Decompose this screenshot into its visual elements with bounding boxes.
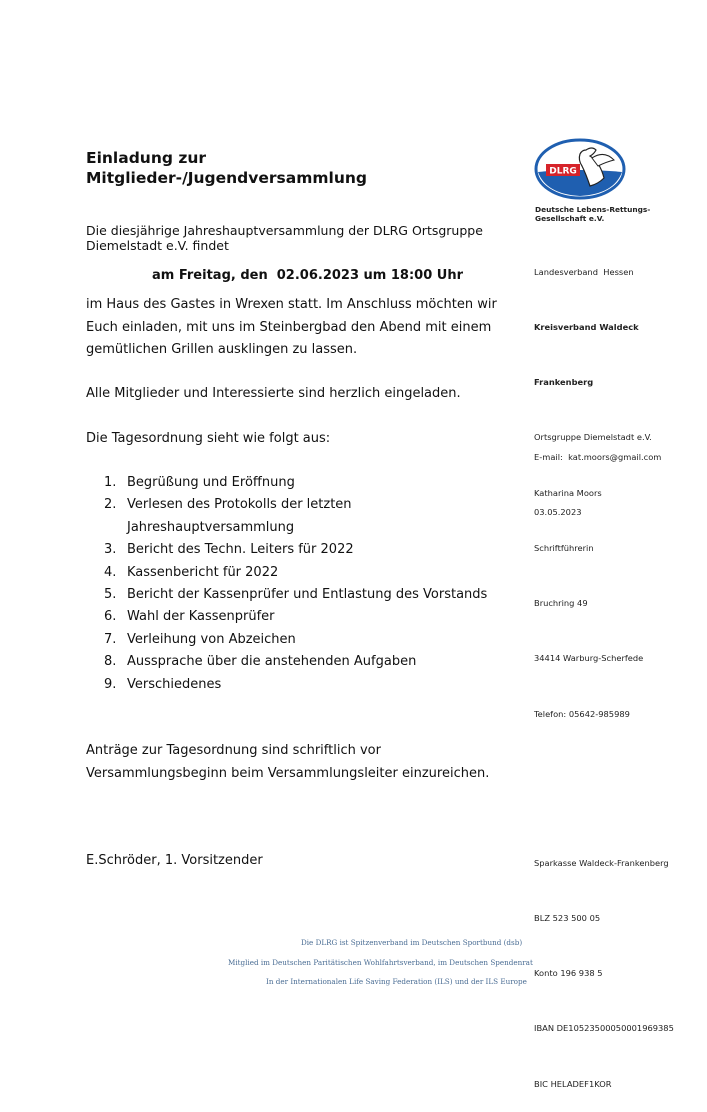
- agenda-number: 8.: [104, 654, 117, 670]
- logo-caption-line-1: Deutsche Lebens-Rettungs-: [535, 205, 651, 214]
- signature: E.Schröder, 1. Vorsitzender: [86, 853, 263, 868]
- agenda-intro: Die Tagesordnung sieht wie folgt aus:: [86, 431, 331, 446]
- agenda-text: Verschiedenes: [127, 676, 222, 692]
- agenda-number: 9.: [104, 676, 117, 692]
- agenda-number: 3.: [104, 542, 117, 558]
- sender-street: Bruchring 49: [534, 598, 588, 609]
- agenda-item: [86, 606, 506, 628]
- kreisverband-line-1: Kreisverband Waldeck: [534, 322, 639, 333]
- bank-blz: BLZ 523 500 05: [534, 913, 601, 924]
- bank-iban: IBAN DE10523500050001969385: [534, 1023, 674, 1034]
- agenda-text: Bericht des Techn. Leiters für 2022: [127, 542, 354, 558]
- closing-paragraph: Anträge zur Tagesordnung sind schriftlich vor Versammlungsbeginn beim Versammlungsleiter einzureichen.: [86, 743, 490, 781]
- agenda-text: Wahl der Kassenprüfer: [127, 609, 275, 625]
- sender-email: E-mail: kat.moors@gmail.com: [534, 451, 662, 462]
- agenda-item: [86, 651, 506, 673]
- location-paragraph: im Haus des Gastes in Wrexen statt. Im Anschluss möchten wir Euch einladen, mit uns im Steinbergbad den Abend mit einem gemütlichen Grillen ausklingen zu lassen.: [86, 297, 497, 357]
- bank-konto: Konto 196 938 5: [534, 968, 603, 979]
- agenda-item: [86, 539, 506, 561]
- kreisverband-line-2: Frankenberg: [534, 377, 594, 388]
- agenda-text: Aussprache über die anstehenden Aufgaben: [127, 654, 417, 670]
- agenda-number: 5.: [104, 587, 117, 603]
- agenda-item: [86, 629, 506, 651]
- agenda-text: Verleihung von Abzeichen: [127, 631, 296, 647]
- title-line-1: Einladung zur: [86, 149, 207, 167]
- agenda-number: 7.: [104, 631, 117, 647]
- agenda-text: Verlesen des Protokolls der letzten Jahreshauptversammlung: [127, 497, 352, 535]
- sender-role: Schriftführerin: [534, 542, 594, 553]
- footer-line-1: Die DLRG ist Spitzenverband im Deutschen Sportbund (dsb): [301, 938, 523, 947]
- logo-caption: [535, 206, 650, 223]
- agenda-text: Begrüßung und Eröffnung: [127, 475, 295, 490]
- agenda-text: Bericht der Kassenprüfer und Entlastung des Vorstands: [127, 587, 488, 603]
- title-line-2: Mitglieder-/Jugendversammlung: [86, 169, 367, 187]
- letter-date: 03.05.2023: [534, 507, 582, 518]
- footer-line-3: In der Internationalen Life Saving Federation (ILS) und der ILS Europe: [266, 977, 527, 986]
- sender-city: 34414 Warburg-Scherfede: [534, 653, 644, 664]
- bank-name: Sparkasse Waldeck-Frankenberg: [534, 857, 669, 868]
- sender-name: Katharina Moors: [534, 487, 602, 498]
- dlrg-logo: [534, 138, 626, 200]
- agenda-item: [86, 584, 506, 606]
- intro-text: Die diesjährige Jahreshauptversammlung der DLRG Ortsgruppe Diemelstadt e.V. findet: [86, 223, 483, 253]
- meeting-date: am Freitag, den 02.06.2023 um 18:00 Uhr: [152, 268, 463, 283]
- agenda-item: [86, 494, 506, 539]
- agenda-item: [86, 472, 506, 494]
- document-title: [86, 148, 367, 188]
- bank-bic: BIC HELADEF1KOR: [534, 1078, 612, 1089]
- welcome-paragraph: Alle Mitglieder und Interessierte sind herzlich eingeladen.: [86, 386, 461, 401]
- sender-phone: Telefon: 05642-985989: [534, 708, 630, 719]
- agenda-number: 1.: [104, 475, 117, 490]
- landesverband: Landesverband Hessen: [534, 266, 634, 277]
- agenda-number: 2.: [104, 497, 117, 513]
- agenda-number: 6.: [104, 609, 117, 625]
- ortsgruppe: Ortsgruppe Diemelstadt e.V.: [534, 432, 652, 443]
- footer-line-2: Mitglied im Deutschen Paritätischen Wohlfahrtsverband, im Deutschen Spendenrat: [228, 958, 533, 967]
- agenda-number: 4.: [104, 564, 117, 580]
- sender-contact: [534, 411, 661, 540]
- agenda-item: [86, 562, 506, 584]
- agenda-item: [86, 674, 506, 696]
- logo-caption-line-2: Gesellschaft e.V.: [535, 213, 605, 223]
- logo-text: DLRG: [549, 166, 577, 177]
- agenda-text: Kassenbericht für 2022: [127, 564, 279, 580]
- agenda-list: [86, 472, 506, 696]
- bank-details: [534, 817, 674, 1112]
